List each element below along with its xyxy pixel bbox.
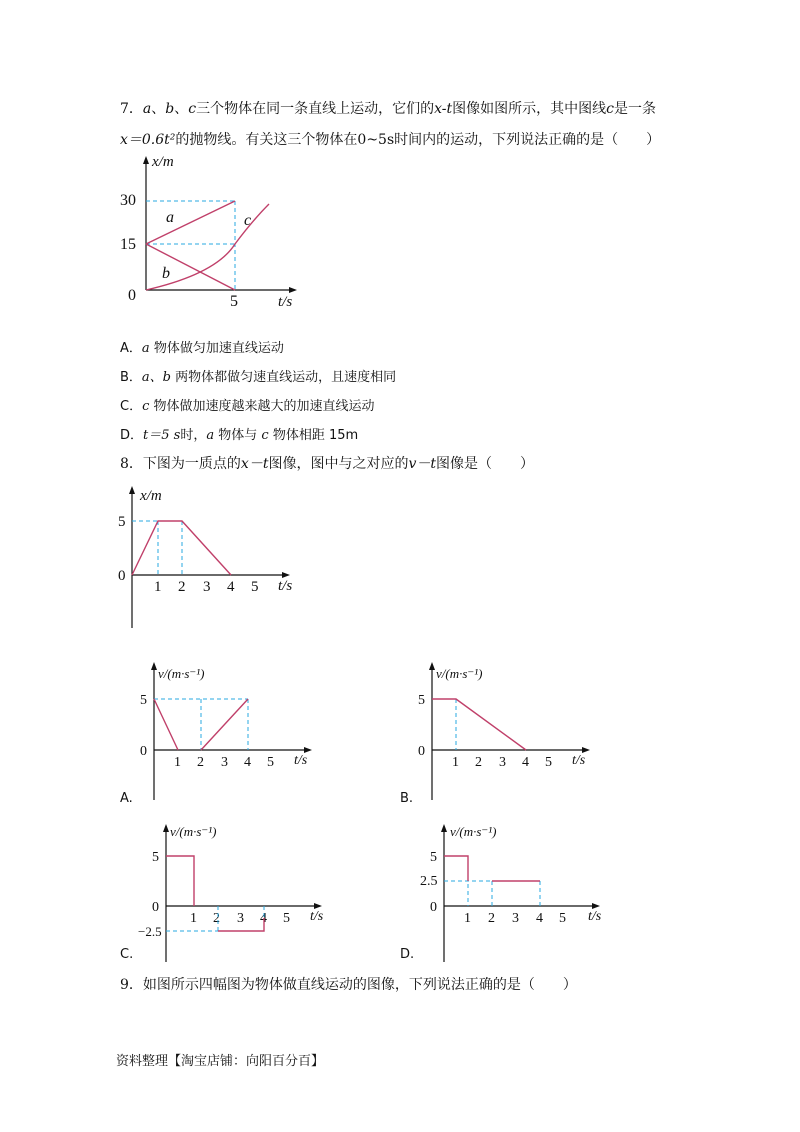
qa-tick-1: 1: [174, 755, 181, 770]
q7-option-a-var: a: [141, 341, 150, 356]
qb-tick-2: 2: [475, 755, 482, 770]
q7-tick-30: 30: [120, 192, 136, 209]
qd-tick-5x: 5: [559, 911, 566, 926]
q7-number: 7．: [120, 101, 143, 117]
q7-option-d: [120, 427, 358, 445]
qa-origin: 0: [140, 744, 147, 759]
qc-tick-1: 1: [190, 911, 197, 926]
q7-option-d-end: 物体相距 15m: [272, 428, 359, 443]
q7-option-a-label: A．: [120, 341, 142, 356]
q8-tick-5x: 5: [251, 579, 259, 595]
q8-tick-5y: 5: [118, 514, 126, 530]
qb-tick-1: 1: [452, 755, 459, 770]
q7-option-d-label: D．: [120, 428, 144, 443]
qb-tick-5: 5: [418, 693, 425, 708]
q8-xlabel: t/s: [278, 578, 293, 594]
q7-var-c: c: [188, 101, 197, 117]
q8-y-arrow: [129, 486, 135, 494]
q8-tick-4: 4: [227, 579, 235, 595]
q7-x-arrow: [289, 287, 297, 293]
q7-option-d-var3: c: [261, 428, 269, 443]
qb-ylabel: v/(m·s⁻¹): [436, 666, 483, 681]
q8-tick-2: 2: [178, 579, 186, 595]
qc-tick-4: 4: [260, 911, 267, 926]
q8-choice-d-graph: [418, 822, 638, 967]
qa-line-1: [154, 699, 178, 750]
q8-number: 8．: [120, 456, 143, 472]
q8-line: [120, 455, 534, 473]
q8-choice-a-label: A.: [120, 791, 133, 806]
qd-tick-4: 4: [536, 911, 543, 926]
q7-option-d-var: t＝5 s: [143, 428, 181, 443]
qc-origin: 0: [152, 900, 159, 915]
qd-xlabel: t/s: [588, 909, 602, 924]
q7-option-d-mid: 时，: [180, 428, 207, 443]
q7-option-b-var: a、b: [141, 370, 171, 385]
qc-tick-m25: −2.5: [138, 924, 162, 939]
qc-y-arrow: [163, 824, 169, 832]
qd-origin: 0: [430, 900, 437, 915]
q7-line-b: [146, 244, 235, 290]
qd-tick-2: 2: [488, 911, 495, 926]
qd-vt-seg1: [444, 856, 468, 881]
q7-line2: [120, 131, 660, 149]
q7-option-a-text: 物体做匀加速直线运动: [153, 341, 284, 356]
qb-tick-3: 3: [499, 755, 506, 770]
q7-option-c-var: c: [142, 399, 150, 414]
q7-text2: 图像如图所示，其中图线: [452, 101, 607, 117]
q8-text-end: 图像是（ ）: [436, 456, 534, 472]
q8-text-mid: 图像，图中与之对应的: [268, 456, 409, 472]
q9-number: 9．: [120, 977, 143, 993]
qb-origin: 0: [418, 744, 425, 759]
qc-ylabel: v/(m·s⁻¹): [170, 824, 217, 839]
q7-line1: [120, 100, 656, 118]
qd-tick-5: 5: [430, 850, 437, 865]
q7-var-c2: c: [606, 101, 614, 117]
q7-option-c-label: C．: [120, 399, 143, 414]
qb-xlabel: t/s: [572, 753, 586, 768]
q7-xt: x-t: [434, 101, 453, 117]
q7-option-a: [120, 340, 284, 358]
q8-xt-graph: [116, 484, 316, 634]
q7-text1: 三个物体在同一条直线上运动，它们的: [196, 101, 435, 117]
q8-choice-c-label: C.: [120, 947, 134, 962]
q7-option-d-var2: a: [206, 428, 215, 443]
q8-tick-3: 3: [203, 579, 211, 595]
qa-tick-5: 5: [140, 693, 147, 708]
q7-sep1: 、: [151, 101, 166, 117]
q8-choice-c-graph: [140, 822, 360, 967]
qd-tick-1: 1: [464, 911, 471, 926]
q8-choice-b-label: B.: [400, 791, 414, 806]
q7-xt-graph: [116, 150, 316, 310]
qa-tick-4: 4: [244, 755, 251, 770]
qb-tick-5x: 5: [545, 755, 552, 770]
q7-text3: 是一条: [613, 101, 656, 117]
q7-option-c-text: 物体做加速度越来越大的加速直线运动: [153, 399, 375, 414]
q7-ylabel: x/m: [152, 154, 174, 170]
q7-tick-15: 15: [120, 236, 136, 253]
qc-tick-3: 3: [237, 911, 244, 926]
q7-y-arrow: [143, 156, 149, 164]
q9-line: [120, 976, 577, 994]
q9-text: 如图所示四幅图为物体做直线运动的图像，下列说法正确的是（ ）: [142, 977, 577, 993]
q7-tick-5: 5: [230, 293, 238, 310]
qb-y-arrow: [429, 662, 435, 670]
qc-vt-seg1: [166, 856, 194, 906]
q7-option-b-text: 两物体都做匀速直线运动，且速度相同: [175, 370, 397, 385]
q7-label-c: c: [244, 212, 252, 229]
qb-vt-line: [432, 699, 526, 750]
q7-formula: x＝0.6t²: [120, 132, 176, 148]
q8-text-pre: 下图为一质点的: [142, 456, 241, 472]
q7-xlabel: t/s: [278, 294, 293, 310]
qa-tick-3: 3: [221, 755, 228, 770]
qa-y-arrow: [151, 662, 157, 670]
q7-line-a: [146, 201, 235, 244]
qd-tick-25: 2.5: [420, 874, 438, 889]
qd-ylabel: v/(m·s⁻¹): [450, 824, 497, 839]
qc-xlabel: t/s: [310, 909, 324, 924]
footer-text: 资料整理【淘宝店铺：向阳百分百】: [116, 1054, 325, 1069]
qc-tick-5: 5: [152, 850, 159, 865]
qd-tick-3: 3: [512, 911, 519, 926]
q7-label-b: b: [162, 265, 170, 282]
qb-tick-4: 4: [522, 755, 529, 770]
q7-var-b: b: [165, 101, 175, 117]
q7-text4: 的抛物线。有关这三个物体在0~5s时间内的运动，下列说法正确的是（ ）: [175, 132, 661, 148]
q7-sep2: 、: [174, 101, 189, 117]
q8-xt: x－t: [240, 456, 269, 472]
q7-tick-0: 0: [128, 287, 136, 304]
q8-tick-1: 1: [154, 579, 162, 595]
qa-xlabel: t/s: [294, 753, 308, 768]
q7-option-d-text: 物体与: [218, 428, 258, 443]
q8-origin: 0: [118, 568, 126, 584]
q7-option-c: [120, 398, 375, 416]
q8-choice-b-graph: [418, 660, 638, 805]
qa-ylabel: v/(m·s⁻¹): [158, 666, 205, 681]
q7-option-b: [120, 369, 396, 387]
qd-y-arrow: [441, 824, 447, 832]
q7-var-a: a: [142, 101, 152, 117]
qa-line-2: [201, 699, 248, 750]
q7-label-a: a: [166, 209, 174, 226]
q8-vt: v－t: [408, 456, 436, 472]
qa-tick-2: 2: [197, 755, 204, 770]
qc-tick-5x: 5: [283, 911, 290, 926]
q8-choice-d-label: D.: [400, 947, 415, 962]
q8-ylabel: x/m: [140, 488, 162, 504]
qa-tick-5x: 5: [267, 755, 274, 770]
q7-option-b-label: B．: [120, 370, 142, 385]
q8-choice-a-graph: [140, 660, 360, 805]
qc-tick-2: 2: [213, 911, 220, 926]
